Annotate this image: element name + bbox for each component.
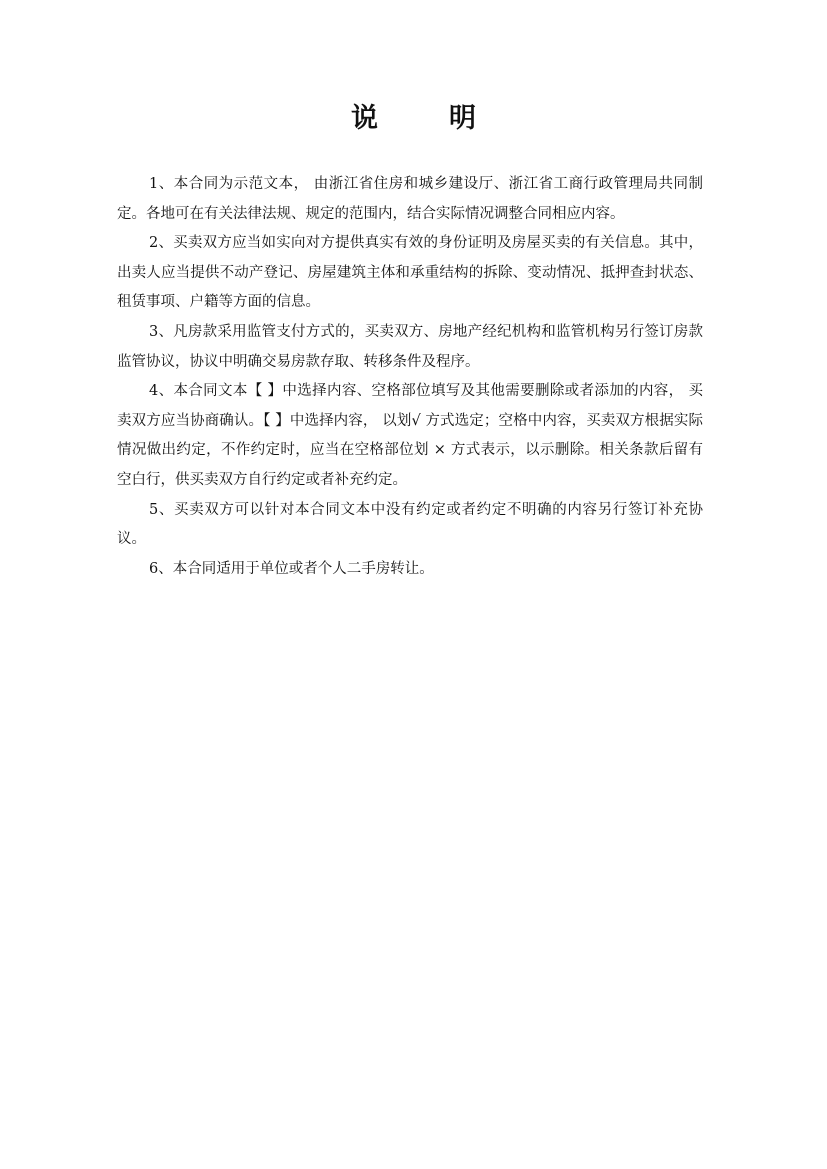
paragraph-3: 3、凡房款采用监管支付方式的，买卖双方、房地产经纪机构和监管机构另行签订房款监管协议，协议中明确交易房款存取、转移条件及程序。 xyxy=(117,323,703,370)
paragraph-1: 1、本合同为示范文本， 由浙江省住房和城乡建设厅、浙江省工商行政管理局共同制定。各地可在有关法律法规、规定的范围内，结合实际情况调整合同相应内容。 xyxy=(117,176,703,222)
paragraph-2: 2、买卖双方应当如实向对方提供真实有效的身份证明及房屋买卖的有关信息。其中，出卖人应当提供不动产登记、房屋建筑主体和承重结构的拆除、变动情况、抵押查封状态、租赁事项、户籍等方面的信息。 xyxy=(117,235,703,311)
paragraph-5: 5、买卖双方可以针对本合同文本中没有约定或者约定不明确的内容另行签订补充协议。 xyxy=(117,501,703,548)
paragraph-6: 6、本合同适用于单位或者个人二手房转让。 xyxy=(149,560,434,577)
document-body xyxy=(117,170,703,584)
page-title: 说 明 xyxy=(351,103,498,134)
paragraph-4: 4、本合同文本【 】中选择内容、空格部位填写及其他需要删除或者添加的内容， 买卖双方应当协商确认。【 】中选择内容， 以划√ 方式选定；空格中内容，买卖双方根据实际情况做出约定，不作约定时，应当在空格部位划 × 方式表示，以示删除。相关条款后留有空白行，供买卖双方自行约定或者补充约定。 xyxy=(117,383,703,488)
